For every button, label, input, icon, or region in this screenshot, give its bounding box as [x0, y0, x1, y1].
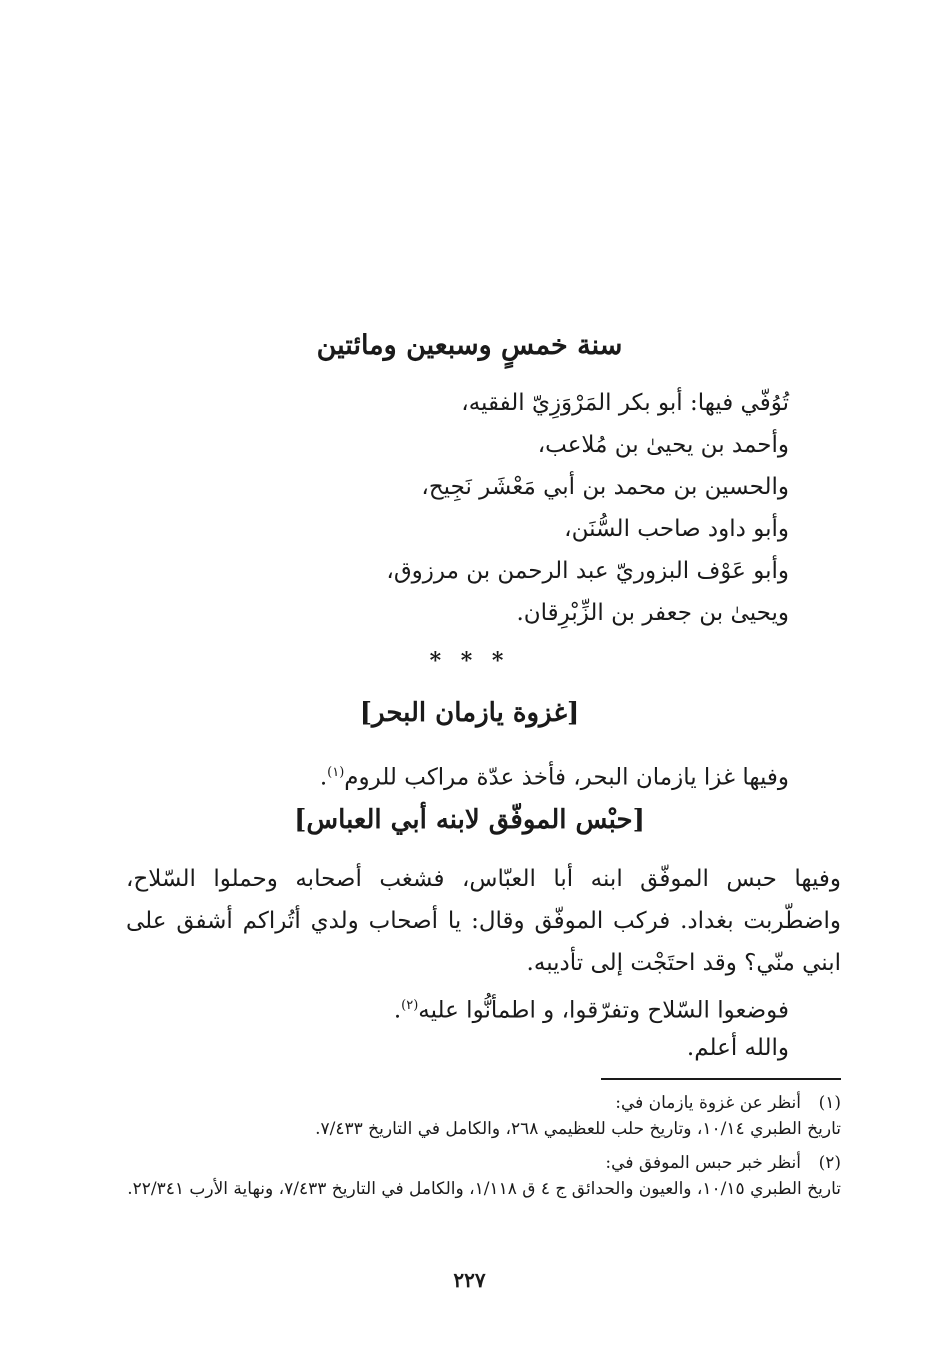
- footnote-2: [121, 1150, 841, 1202]
- list-item: وأبو داود صاحب السُّنَن،: [564, 516, 789, 542]
- footnote-number: (١): [818, 1093, 841, 1113]
- list-item: وأحمد بن يحيىٰ بن مُلاعب،: [537, 432, 789, 458]
- list-item: تُوُفّي فيها: أبو بكر المَرْوَزِيّ الفقيه،: [461, 390, 789, 416]
- section-heading-imprisonment: [حبْس الموفّق لابنه أبي العباس]: [294, 805, 645, 835]
- paragraph-resolution: [129, 985, 789, 1032]
- punctuation: .: [319, 764, 328, 791]
- page-number: ٢٢٧: [453, 1268, 486, 1292]
- footnote-ref[interactable]: (٢): [401, 998, 419, 1013]
- list-item: والحسين بن محمد بن أبي مَعْشَر نَجِيح،: [421, 474, 789, 500]
- list-item: وأبو عَوْف البزوريّ عبد الرحمن بن مرزوق،: [386, 558, 789, 584]
- footnote-number: (٢): [818, 1153, 841, 1173]
- section-heading-raid: [غزوة يازمان البحر]: [359, 698, 580, 728]
- footnote-lead: أنظر خبر حبس الموفق في:: [605, 1153, 801, 1173]
- footnote-1: [121, 1090, 841, 1142]
- section-separator: * * *: [429, 648, 510, 674]
- paragraph-raid: [149, 752, 789, 799]
- paragraph-imprisonment: وفيها حبس الموفّق ابنه أبا العبّاس، فشغب أصحابه وحملوا السّلاح، واضطّربت بغداد. فركب الموفّق وقال: يا أصحاب ولدي أتُراكم أشفق على ابني منّي؟ وقد احتَجْت إلى تأديبه.: [126, 866, 841, 976]
- footnote-text: تاريخ الطبري ١٠/١٤، وتاريخ حلب للعظيمي ٢٦٨، والكامل في التاريخ ٧/٤٣٣.: [315, 1119, 841, 1139]
- paragraph-text: وفيها غزا يازمان البحر، فأخذ عدّة مراكب للروم: [344, 764, 789, 791]
- deaths-list: [269, 382, 789, 634]
- page-title: سنة خمسٍ وسبعين ومائتين: [316, 330, 623, 361]
- paragraph-text: فوضعوا السّلاح وتفرّقوا، و اطمأنُّوا عليه: [418, 997, 789, 1024]
- punctuation: .: [393, 997, 402, 1024]
- footnote-lead: أنظر عن غزوة يازمان في:: [615, 1093, 801, 1113]
- footnote-text: تاريخ الطبري ١٠/١٥، والعيون والحدائق ج ٤ ق ١/١١٨، والكامل في التاريخ ٧/٤٣٣، ونهاية الأرب ٢٢/٣٤١.: [127, 1179, 841, 1199]
- footnote-divider: [601, 1078, 841, 1080]
- footnote-ref[interactable]: (١): [327, 765, 345, 780]
- list-item: ويحيىٰ بن جعفر بن الزِّبْرِقان.: [516, 600, 789, 626]
- closing-line: والله أعلم.: [686, 1035, 789, 1061]
